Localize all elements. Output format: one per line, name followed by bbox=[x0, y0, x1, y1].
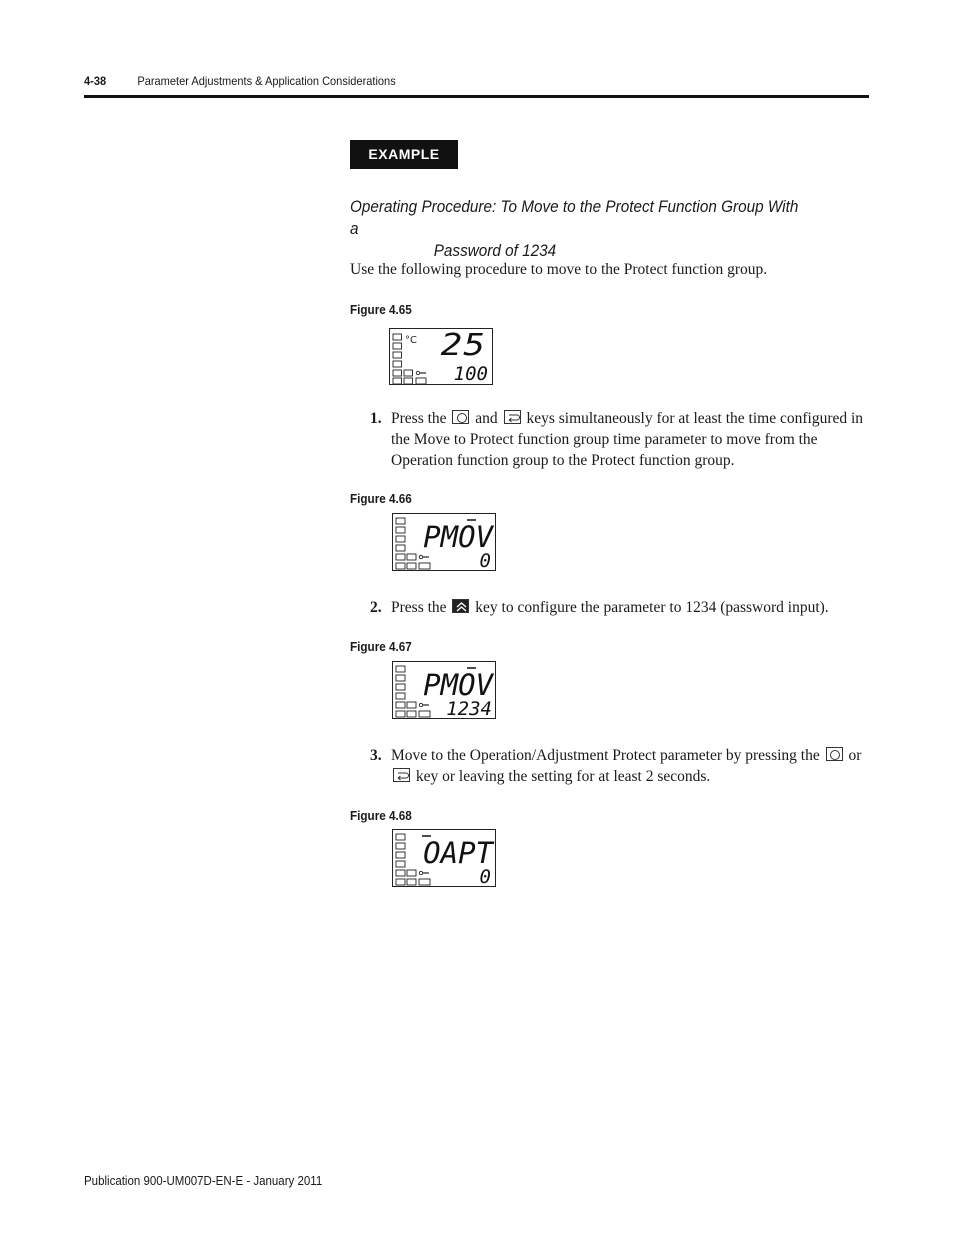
procedure-title-line1: Operating Procedure: To Move to the Protect Function Group With a bbox=[350, 197, 799, 238]
figure-label-4-68: Figure 4.68 bbox=[350, 808, 412, 823]
lcd-top-value: PMOV bbox=[423, 520, 493, 554]
page-number: 4-38 bbox=[84, 74, 107, 88]
lcd-panel bbox=[393, 830, 497, 888]
step-text: Move to the Operation/Adjustment Protect parameter by pressing the or key or leaving the setting for at least 2 seconds. bbox=[391, 747, 862, 785]
lcd-bottom-value: 0 bbox=[479, 550, 491, 572]
lcd-top-value: PMOV bbox=[423, 668, 493, 702]
procedure-title bbox=[350, 196, 800, 262]
step-text: Press the and keys simultaneously for at least the time configured in the Move to Protect function group time parameter to move from the Operation function group to the Protect function group. bbox=[391, 410, 864, 469]
lcd-display-figure-4-68 bbox=[392, 829, 496, 887]
lcd-display-figure-4-67 bbox=[392, 661, 496, 719]
up-key-icon bbox=[452, 599, 469, 613]
key-icon bbox=[419, 703, 429, 706]
unit-label: °C bbox=[405, 335, 417, 346]
key-icon bbox=[416, 371, 426, 374]
step-number: 2. bbox=[370, 599, 382, 616]
lcd-display-figure-4-65 bbox=[389, 328, 493, 385]
step-3 bbox=[370, 745, 870, 787]
example-tag: EXAMPLE bbox=[350, 140, 458, 169]
figure-label-4-65: Figure 4.65 bbox=[350, 302, 412, 317]
enter-key-icon bbox=[393, 768, 410, 782]
mode-key-icon bbox=[452, 410, 469, 424]
step-1 bbox=[370, 408, 870, 471]
lcd-panel bbox=[390, 329, 494, 386]
lcd-display-figure-4-66 bbox=[392, 513, 496, 571]
step-number: 1. bbox=[370, 410, 382, 427]
lcd-bottom-value: 100 bbox=[453, 363, 488, 385]
step-text: Press the key to configure the parameter to 1234 (password input). bbox=[391, 599, 829, 616]
figure-label-4-67: Figure 4.67 bbox=[350, 639, 412, 654]
page-footer: Publication 900-UM007D-EN-E - January 2011 bbox=[84, 1174, 323, 1188]
key-icon bbox=[419, 555, 429, 558]
figure-label-4-66: Figure 4.66 bbox=[350, 491, 412, 506]
procedure-intro: Use the following procedure to move to the Protect function group. bbox=[350, 261, 768, 278]
lcd-top-value: OAPT bbox=[423, 836, 493, 870]
chapter-title: Parameter Adjustments & Application Considerations bbox=[137, 74, 396, 88]
step-2 bbox=[370, 597, 870, 618]
enter-key-icon bbox=[504, 410, 521, 424]
mode-key-icon bbox=[826, 747, 843, 761]
header-rule bbox=[84, 95, 869, 98]
lcd-bottom-value: 0 bbox=[479, 866, 491, 888]
lcd-panel bbox=[393, 514, 497, 572]
procedure-title-line2: Password of 1234 bbox=[433, 241, 557, 260]
key-icon bbox=[419, 871, 429, 874]
lcd-panel bbox=[393, 662, 497, 720]
lcd-bottom-value: 1234 bbox=[446, 698, 492, 720]
lcd-top-value: 25 bbox=[440, 329, 486, 363]
step-number: 3. bbox=[370, 747, 382, 764]
